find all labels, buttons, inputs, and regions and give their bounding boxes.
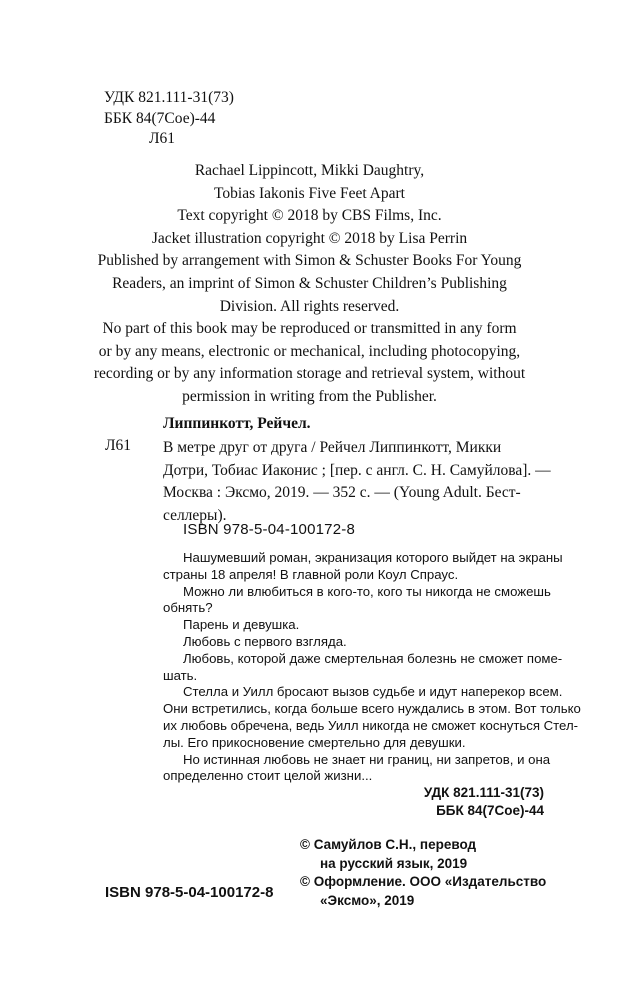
copyright-line: Jacket illustration copyright © 2018 by Lisa Perrin xyxy=(151,229,468,247)
annotation-line: Стелла и Уилл бросают вызов судьбе и идут наперекор всем. xyxy=(183,684,563,700)
annotation-line: лы. Его прикосновение смертельно для девушки. xyxy=(163,734,466,750)
copyright-line: recording or by any information storage and retrieval system, without xyxy=(93,365,526,383)
footer-classification xyxy=(0,784,544,820)
copyright-line: Rachael Lippincott, Mikki Daughtry, xyxy=(194,162,425,179)
catalog-line: Москва : Эксмо, 2019. — 352 с. — (Young Adult. Бест- xyxy=(163,484,521,502)
copyright-line: Readers, an imprint of Simon & Schuster Children’s Publishing xyxy=(112,274,507,292)
catalog-line: Дотри, Тобиас Иаконис ; [пер. с англ. С. Н. Самуйлова]. — xyxy=(163,461,551,479)
copyright-block xyxy=(0,160,619,409)
header-classification xyxy=(104,88,234,150)
bbk-code: ББК 84(7Сое)-44 xyxy=(436,803,544,818)
bbk-code: ББК 84(7Сое)-44 xyxy=(104,109,216,127)
catalog-entry xyxy=(163,437,551,528)
annotation-line: Но истинная любовь не знает ни границ, ни запретов, и она xyxy=(183,751,551,767)
annotation-line: Любовь, которой даже смертельная болезнь не сможет поме- xyxy=(183,650,563,666)
catalog-line: В метре друг от друга / Рейчел Липпинкотт, Микки xyxy=(163,439,502,456)
catalog-author-heading: Липпинкотт, Рейчел. xyxy=(163,415,311,432)
rights-line: «Эксмо», 2019 xyxy=(320,892,415,908)
copyright-line: permission in writing from the Publisher. xyxy=(182,387,437,405)
copyright-line: No part of this book may be reproduced or transmitted in any form xyxy=(102,320,517,338)
annotation xyxy=(163,550,581,785)
annotation-line: Любовь с первого взгляда. xyxy=(183,633,347,649)
author-mark: Л61 xyxy=(149,130,176,147)
annotation-line: Нашумевший роман, экранизация которого выйдет на экраны xyxy=(183,550,563,565)
isbn-bottom: ISBN 978-5-04-100172-8 xyxy=(105,884,274,901)
rights-line: © Оформление. ООО «Издательство xyxy=(300,874,547,890)
annotation-line: шать. xyxy=(163,667,198,683)
copyright-line: Text copyright © 2018 by CBS Films, Inc. xyxy=(177,207,442,225)
catalog-line: селлеры). xyxy=(163,507,227,525)
annotation-line: их любовь обречена, ведь Уилл никогда не сможет коснуться Стел- xyxy=(163,717,579,733)
annotation-line: страны 18 апреля! В главной роли Коул Спраус. xyxy=(163,566,459,582)
rights-line: © Самуйлов С.Н., перевод xyxy=(300,837,477,852)
catalog-isbn: ISBN 978-5-04-100172-8 xyxy=(183,521,356,538)
annotation-line: Парень и девушка. xyxy=(183,617,300,633)
udk-code: УДК 821.111-31(73) xyxy=(423,785,544,800)
annotation-line: Можно ли влюбиться в кого-то, кого ты никогда не сможешь xyxy=(183,583,551,599)
annotation-line: определенно стоит целой жизни... xyxy=(163,768,373,784)
udk-code: УДК 821.111-31(73) xyxy=(104,89,234,106)
copyright-line: or by any means, electronic or mechanical, including photocopying, xyxy=(98,342,521,360)
copyright-line: Division. All rights reserved. xyxy=(219,297,400,315)
annotation-line: обнять? xyxy=(163,600,213,616)
annotation-line: Они встретились, когда больше всего нуждались в этом. Вот только xyxy=(163,701,581,717)
copyright-line: Published by arrangement with Simon & Schuster Books For Young xyxy=(97,252,522,270)
catalog-code: Л61 xyxy=(105,437,132,454)
rights-line: на русский язык, 2019 xyxy=(320,855,468,871)
copyright-line: Tobias Iakonis Five Feet Apart xyxy=(214,184,405,202)
rights-block xyxy=(300,836,546,910)
